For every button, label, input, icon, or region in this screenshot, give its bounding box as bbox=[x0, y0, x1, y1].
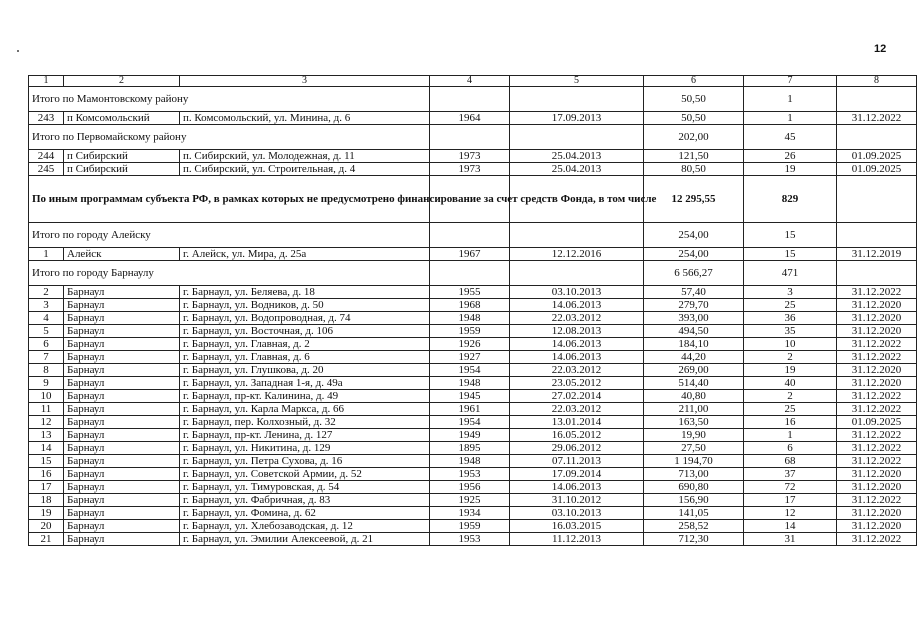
table-row bbox=[29, 377, 917, 390]
empty-cell bbox=[837, 87, 917, 112]
deadline-cell: 31.12.2020 bbox=[837, 507, 917, 520]
deadline-cell: 31.12.2022 bbox=[837, 286, 917, 299]
address-cell: г. Барнаул, ул. Водников, д. 50 bbox=[180, 299, 430, 312]
year-cell: 1934 bbox=[430, 507, 510, 520]
deadline-cell: 31.12.2020 bbox=[837, 468, 917, 481]
group-residents: 829 bbox=[744, 176, 837, 223]
year-cell: 1948 bbox=[430, 377, 510, 390]
year-cell: 1959 bbox=[430, 325, 510, 338]
table-row bbox=[29, 520, 917, 533]
row-number: 4 bbox=[29, 312, 64, 325]
settlement-cell: Барнаул bbox=[64, 351, 180, 364]
column-number: 2 bbox=[64, 76, 180, 87]
area-cell: 279,70 bbox=[644, 299, 744, 312]
residents-cell: 14 bbox=[744, 520, 837, 533]
residents-cell: 17 bbox=[744, 494, 837, 507]
date-cell: 14.06.2013 bbox=[510, 299, 644, 312]
row-number: 20 bbox=[29, 520, 64, 533]
row-number: 21 bbox=[29, 533, 64, 546]
area-cell: 27,50 bbox=[644, 442, 744, 455]
date-cell: 16.03.2015 bbox=[510, 520, 644, 533]
residents-cell: 31 bbox=[744, 533, 837, 546]
table-row bbox=[29, 468, 917, 481]
address-cell: г. Барнаул, ул. Советской Армии, д. 52 bbox=[180, 468, 430, 481]
deadline-cell: 01.09.2025 bbox=[837, 150, 917, 163]
settlement-cell: Барнаул bbox=[64, 507, 180, 520]
year-cell: 1948 bbox=[430, 312, 510, 325]
empty-cell bbox=[430, 87, 510, 112]
settlement-cell: Алейск bbox=[64, 248, 180, 261]
row-number: 245 bbox=[29, 163, 64, 176]
residents-cell: 10 bbox=[744, 338, 837, 351]
residents-cell: 25 bbox=[744, 299, 837, 312]
year-cell: 1954 bbox=[430, 416, 510, 429]
deadline-cell: 31.12.2019 bbox=[837, 248, 917, 261]
column-number: 1 bbox=[29, 76, 64, 87]
area-cell: 44,20 bbox=[644, 351, 744, 364]
empty-cell bbox=[837, 261, 917, 286]
year-cell: 1895 bbox=[430, 442, 510, 455]
address-cell: п. Сибирский, ул. Молодежная, д. 11 bbox=[180, 150, 430, 163]
table-row bbox=[29, 150, 917, 163]
area-cell: 141,05 bbox=[644, 507, 744, 520]
settlement-cell: Барнаул bbox=[64, 533, 180, 546]
scan-speck bbox=[17, 50, 19, 52]
table-row bbox=[29, 481, 917, 494]
date-cell: 22.03.2012 bbox=[510, 364, 644, 377]
residents-cell: 40 bbox=[744, 377, 837, 390]
area-cell: 269,00 bbox=[644, 364, 744, 377]
date-cell: 14.06.2013 bbox=[510, 481, 644, 494]
group-area: 50,50 bbox=[644, 87, 744, 112]
year-cell: 1953 bbox=[430, 533, 510, 546]
date-cell: 12.08.2013 bbox=[510, 325, 644, 338]
residents-cell: 16 bbox=[744, 416, 837, 429]
residents-cell: 6 bbox=[744, 442, 837, 455]
deadline-cell: 31.12.2022 bbox=[837, 338, 917, 351]
settlement-cell: Барнаул bbox=[64, 429, 180, 442]
address-cell: г. Барнаул, пр-кт. Ленина, д. 127 bbox=[180, 429, 430, 442]
address-cell: г. Барнаул, ул. Тимуровская, д. 54 bbox=[180, 481, 430, 494]
settlement-cell: Барнаул bbox=[64, 325, 180, 338]
settlement-cell: п Сибирский bbox=[64, 163, 180, 176]
deadline-cell: 31.12.2020 bbox=[837, 312, 917, 325]
date-cell: 14.06.2013 bbox=[510, 351, 644, 364]
residents-cell: 35 bbox=[744, 325, 837, 338]
date-cell: 23.05.2012 bbox=[510, 377, 644, 390]
table-row bbox=[29, 507, 917, 520]
date-cell: 07.11.2013 bbox=[510, 455, 644, 468]
year-cell: 1926 bbox=[430, 338, 510, 351]
residents-cell: 12 bbox=[744, 507, 837, 520]
residents-cell: 37 bbox=[744, 468, 837, 481]
table-row bbox=[29, 494, 917, 507]
table-row bbox=[29, 112, 917, 125]
year-cell: 1945 bbox=[430, 390, 510, 403]
residents-cell: 68 bbox=[744, 455, 837, 468]
group-total-row bbox=[29, 87, 917, 112]
date-cell: 31.10.2012 bbox=[510, 494, 644, 507]
address-cell: г. Барнаул, ул. Фабричная, д. 83 bbox=[180, 494, 430, 507]
row-number: 18 bbox=[29, 494, 64, 507]
date-cell: 14.06.2013 bbox=[510, 338, 644, 351]
row-number: 19 bbox=[29, 507, 64, 520]
table-row bbox=[29, 455, 917, 468]
year-cell: 1956 bbox=[430, 481, 510, 494]
date-cell: 22.03.2012 bbox=[510, 312, 644, 325]
year-cell: 1948 bbox=[430, 455, 510, 468]
empty-cell bbox=[430, 261, 510, 286]
row-number: 1 bbox=[29, 248, 64, 261]
deadline-cell: 31.12.2022 bbox=[837, 403, 917, 416]
empty-cell bbox=[837, 176, 917, 223]
area-cell: 184,10 bbox=[644, 338, 744, 351]
deadline-cell: 31.12.2020 bbox=[837, 481, 917, 494]
address-cell: г. Барнаул, ул. Водопроводная, д. 74 bbox=[180, 312, 430, 325]
year-cell: 1953 bbox=[430, 468, 510, 481]
area-cell: 40,80 bbox=[644, 390, 744, 403]
table-row bbox=[29, 163, 917, 176]
year-cell: 1959 bbox=[430, 520, 510, 533]
area-cell: 258,52 bbox=[644, 520, 744, 533]
date-cell: 13.01.2014 bbox=[510, 416, 644, 429]
group-residents: 1 bbox=[744, 87, 837, 112]
address-cell: г. Барнаул, ул. Эмилии Алексеевой, д. 21 bbox=[180, 533, 430, 546]
area-cell: 393,00 bbox=[644, 312, 744, 325]
page-number: 12 bbox=[874, 43, 887, 55]
table-row bbox=[29, 248, 917, 261]
row-number: 15 bbox=[29, 455, 64, 468]
residents-cell: 25 bbox=[744, 403, 837, 416]
group-label: Итого по Мамонтовскому району bbox=[29, 87, 430, 112]
row-number: 3 bbox=[29, 299, 64, 312]
year-cell: 1964 bbox=[430, 112, 510, 125]
date-cell: 25.04.2013 bbox=[510, 163, 644, 176]
year-cell: 1968 bbox=[430, 299, 510, 312]
group-area: 12 295,55 bbox=[644, 176, 744, 223]
deadline-cell: 31.12.2022 bbox=[837, 533, 917, 546]
table-row bbox=[29, 403, 917, 416]
area-cell: 211,00 bbox=[644, 403, 744, 416]
settlement-cell: Барнаул bbox=[64, 494, 180, 507]
table-row bbox=[29, 429, 917, 442]
settlement-cell: Барнаул bbox=[64, 377, 180, 390]
settlement-cell: Барнаул bbox=[64, 468, 180, 481]
group-label: По иным программам субъекта РФ, в рамках которых не предусмотрено финансирование за счет средств Фонда, в том числе bbox=[29, 176, 430, 223]
address-cell: г. Барнаул, ул. Фомина, д. 62 bbox=[180, 507, 430, 520]
table-row bbox=[29, 325, 917, 338]
residents-cell: 1 bbox=[744, 112, 837, 125]
settlement-cell: Барнаул bbox=[64, 455, 180, 468]
deadline-cell: 31.12.2020 bbox=[837, 377, 917, 390]
column-number: 5 bbox=[510, 76, 644, 87]
empty-cell bbox=[837, 223, 917, 248]
table-body bbox=[29, 76, 917, 546]
row-number: 12 bbox=[29, 416, 64, 429]
settlement-cell: п Сибирский bbox=[64, 150, 180, 163]
empty-cell bbox=[510, 223, 644, 248]
year-cell: 1961 bbox=[430, 403, 510, 416]
year-cell: 1973 bbox=[430, 150, 510, 163]
deadline-cell: 31.12.2022 bbox=[837, 112, 917, 125]
address-cell: г. Барнаул, ул. Глушкова, д. 20 bbox=[180, 364, 430, 377]
area-cell: 50,50 bbox=[644, 112, 744, 125]
date-cell: 16.05.2012 bbox=[510, 429, 644, 442]
date-cell: 12.12.2016 bbox=[510, 248, 644, 261]
table-row bbox=[29, 416, 917, 429]
row-number: 8 bbox=[29, 364, 64, 377]
row-number: 243 bbox=[29, 112, 64, 125]
year-cell: 1927 bbox=[430, 351, 510, 364]
settlement-cell: Барнаул bbox=[64, 442, 180, 455]
group-total-row bbox=[29, 176, 917, 223]
residents-cell: 1 bbox=[744, 429, 837, 442]
address-cell: г. Барнаул, пер. Колхозный, д. 32 bbox=[180, 416, 430, 429]
row-number: 7 bbox=[29, 351, 64, 364]
residents-cell: 15 bbox=[744, 248, 837, 261]
address-cell: г. Барнаул, ул. Восточная, д. 106 bbox=[180, 325, 430, 338]
date-cell: 03.10.2013 bbox=[510, 507, 644, 520]
address-cell: г. Барнаул, ул. Петра Сухова, д. 16 bbox=[180, 455, 430, 468]
area-cell: 121,50 bbox=[644, 150, 744, 163]
address-cell: г. Барнаул, ул. Беляева, д. 18 bbox=[180, 286, 430, 299]
deadline-cell: 31.12.2020 bbox=[837, 520, 917, 533]
address-cell: г. Барнаул, ул. Хлебозаводская, д. 12 bbox=[180, 520, 430, 533]
address-cell: п. Комсомольский, ул. Минина, д. 6 bbox=[180, 112, 430, 125]
residents-cell: 19 bbox=[744, 163, 837, 176]
table-row bbox=[29, 338, 917, 351]
area-cell: 514,40 bbox=[644, 377, 744, 390]
group-total-row bbox=[29, 223, 917, 248]
address-cell: г. Барнаул, пр-кт. Калинина, д. 49 bbox=[180, 390, 430, 403]
column-number: 8 bbox=[837, 76, 917, 87]
settlement-cell: Барнаул bbox=[64, 338, 180, 351]
residents-cell: 19 bbox=[744, 364, 837, 377]
area-cell: 690,80 bbox=[644, 481, 744, 494]
row-number: 17 bbox=[29, 481, 64, 494]
deadline-cell: 31.12.2022 bbox=[837, 390, 917, 403]
row-number: 10 bbox=[29, 390, 64, 403]
column-number: 6 bbox=[644, 76, 744, 87]
settlement-cell: Барнаул bbox=[64, 364, 180, 377]
table-row bbox=[29, 442, 917, 455]
deadline-cell: 31.12.2020 bbox=[837, 364, 917, 377]
area-cell: 712,30 bbox=[644, 533, 744, 546]
year-cell: 1967 bbox=[430, 248, 510, 261]
empty-cell bbox=[430, 223, 510, 248]
date-cell: 27.02.2014 bbox=[510, 390, 644, 403]
settlement-cell: Барнаул bbox=[64, 416, 180, 429]
table-row bbox=[29, 364, 917, 377]
row-number: 13 bbox=[29, 429, 64, 442]
group-label: Итого по Первомайскому району bbox=[29, 125, 430, 150]
column-number: 3 bbox=[180, 76, 430, 87]
deadline-cell: 31.12.2022 bbox=[837, 494, 917, 507]
table-row bbox=[29, 351, 917, 364]
residents-cell: 72 bbox=[744, 481, 837, 494]
housing-register-table bbox=[28, 75, 917, 546]
area-cell: 713,00 bbox=[644, 468, 744, 481]
group-residents: 15 bbox=[744, 223, 837, 248]
settlement-cell: п Комсомольский bbox=[64, 112, 180, 125]
group-residents: 45 bbox=[744, 125, 837, 150]
deadline-cell: 31.12.2022 bbox=[837, 429, 917, 442]
area-cell: 494,50 bbox=[644, 325, 744, 338]
table-row bbox=[29, 533, 917, 546]
residents-cell: 3 bbox=[744, 286, 837, 299]
empty-cell bbox=[430, 125, 510, 150]
row-number: 6 bbox=[29, 338, 64, 351]
address-cell: г. Барнаул, ул. Главная, д. 6 bbox=[180, 351, 430, 364]
address-cell: г. Барнаул, ул. Никитина, д. 129 bbox=[180, 442, 430, 455]
settlement-cell: Барнаул bbox=[64, 390, 180, 403]
date-cell: 17.09.2014 bbox=[510, 468, 644, 481]
address-cell: г. Алейск, ул. Мира, д. 25а bbox=[180, 248, 430, 261]
area-cell: 156,90 bbox=[644, 494, 744, 507]
settlement-cell: Барнаул bbox=[64, 286, 180, 299]
area-cell: 57,40 bbox=[644, 286, 744, 299]
deadline-cell: 31.12.2022 bbox=[837, 351, 917, 364]
deadline-cell: 31.12.2022 bbox=[837, 442, 917, 455]
deadline-cell: 31.12.2020 bbox=[837, 325, 917, 338]
area-cell: 80,50 bbox=[644, 163, 744, 176]
address-cell: п. Сибирский, ул. Строительная, д. 4 bbox=[180, 163, 430, 176]
row-number: 14 bbox=[29, 442, 64, 455]
deadline-cell: 31.12.2022 bbox=[837, 455, 917, 468]
residents-cell: 26 bbox=[744, 150, 837, 163]
table-row bbox=[29, 312, 917, 325]
empty-cell bbox=[510, 261, 644, 286]
table-row bbox=[29, 390, 917, 403]
settlement-cell: Барнаул bbox=[64, 520, 180, 533]
residents-cell: 36 bbox=[744, 312, 837, 325]
group-area: 202,00 bbox=[644, 125, 744, 150]
row-number: 11 bbox=[29, 403, 64, 416]
group-residents: 471 bbox=[744, 261, 837, 286]
residents-cell: 2 bbox=[744, 390, 837, 403]
table-row bbox=[29, 299, 917, 312]
empty-cell bbox=[510, 125, 644, 150]
address-cell: г. Барнаул, ул. Западная 1-я, д. 49а bbox=[180, 377, 430, 390]
row-number: 16 bbox=[29, 468, 64, 481]
area-cell: 163,50 bbox=[644, 416, 744, 429]
year-cell: 1955 bbox=[430, 286, 510, 299]
date-cell: 25.04.2013 bbox=[510, 150, 644, 163]
date-cell: 03.10.2013 bbox=[510, 286, 644, 299]
date-cell: 17.09.2013 bbox=[510, 112, 644, 125]
group-label: Итого по городу Алейску bbox=[29, 223, 430, 248]
settlement-cell: Барнаул bbox=[64, 403, 180, 416]
settlement-cell: Барнаул bbox=[64, 481, 180, 494]
group-area: 6 566,27 bbox=[644, 261, 744, 286]
year-cell: 1949 bbox=[430, 429, 510, 442]
empty-cell bbox=[837, 125, 917, 150]
settlement-cell: Барнаул bbox=[64, 299, 180, 312]
date-cell: 22.03.2012 bbox=[510, 403, 644, 416]
deadline-cell: 31.12.2020 bbox=[837, 299, 917, 312]
row-number: 9 bbox=[29, 377, 64, 390]
date-cell: 29.06.2012 bbox=[510, 442, 644, 455]
deadline-cell: 01.09.2025 bbox=[837, 163, 917, 176]
row-number: 244 bbox=[29, 150, 64, 163]
settlement-cell: Барнаул bbox=[64, 312, 180, 325]
date-cell: 11.12.2013 bbox=[510, 533, 644, 546]
area-cell: 254,00 bbox=[644, 248, 744, 261]
column-number: 4 bbox=[430, 76, 510, 87]
address-cell: г. Барнаул, ул. Главная, д. 2 bbox=[180, 338, 430, 351]
year-cell: 1925 bbox=[430, 494, 510, 507]
group-total-row bbox=[29, 125, 917, 150]
table-row bbox=[29, 286, 917, 299]
residents-cell: 2 bbox=[744, 351, 837, 364]
column-number: 7 bbox=[744, 76, 837, 87]
deadline-cell: 01.09.2025 bbox=[837, 416, 917, 429]
group-total-row bbox=[29, 261, 917, 286]
row-number: 2 bbox=[29, 286, 64, 299]
year-cell: 1954 bbox=[430, 364, 510, 377]
year-cell: 1973 bbox=[430, 163, 510, 176]
column-number-row bbox=[29, 76, 917, 87]
row-number: 5 bbox=[29, 325, 64, 338]
empty-cell bbox=[510, 87, 644, 112]
group-label: Итого по городу Барнаулу bbox=[29, 261, 430, 286]
area-cell: 19,90 bbox=[644, 429, 744, 442]
area-cell: 1 194,70 bbox=[644, 455, 744, 468]
address-cell: г. Барнаул, ул. Карла Маркса, д. 66 bbox=[180, 403, 430, 416]
group-area: 254,00 bbox=[644, 223, 744, 248]
